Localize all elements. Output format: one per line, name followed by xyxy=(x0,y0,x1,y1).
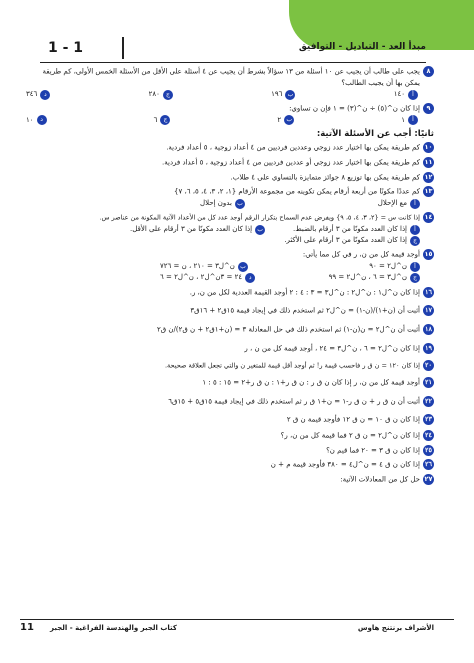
question-number: ١٠ xyxy=(424,143,433,152)
option-value: ٦ xyxy=(153,115,158,124)
question-8-cont xyxy=(20,78,434,89)
publisher-name: الأشراف برنتنج هاوس xyxy=(357,624,434,632)
question-text: إذا كان ١٢٠ = ن ق ر فاحسب قيمة ر! ثم أوجد أقل قيمة للمتغير ن والتي تجعل العلاقة صحيحة. xyxy=(164,361,420,370)
question-number: ٢٠ xyxy=(423,360,434,371)
header-separator xyxy=(122,37,124,59)
option-value: ١٩٦ xyxy=(271,89,283,98)
option-c[interactable] xyxy=(149,89,173,100)
option-d[interactable] xyxy=(26,89,50,100)
question-text: إذا كان ن^ل١ : ن^ل٢ : ن^ل٣ = ٣ : ٤ : ٢ أوجد القيمة العددية لكل من ن، ر. xyxy=(189,288,420,297)
option-letter: ب xyxy=(285,90,295,100)
question-18 xyxy=(20,324,434,336)
part-d xyxy=(160,272,255,283)
part-text: إذا كان العدد مكونًا من ٣ أرقام على الأكثر. xyxy=(284,236,407,245)
question-10 xyxy=(20,142,434,154)
question-number: ٢٦ xyxy=(423,459,434,470)
question-text: إذا كان ن^ل٢ = ٦ ، ن^ل٣ = ٢٤ ، أوجد قيمة كل من ن ، ر xyxy=(244,344,420,353)
question-number: ٢٤ xyxy=(423,430,434,441)
question-14-parts xyxy=(130,224,434,235)
option-value: ١٤٠ xyxy=(393,89,405,98)
question-14-part-c xyxy=(20,235,434,246)
part-text: ٢٤ = ٣ن^ل٢ ، ن^ل٢ = ٦ xyxy=(160,273,243,282)
question-number: ٨ xyxy=(423,66,434,77)
question-text: أوجد قيمة كل من ن، ر إذا كان ن ق ر : ن ق ر+١ : ن ق ر+٢ = ١٥ : ٥ : ١ xyxy=(202,378,420,387)
question-17 xyxy=(20,305,434,317)
part-letter-icon: ج xyxy=(410,273,420,283)
part-a xyxy=(293,224,420,235)
part-b xyxy=(160,261,248,272)
question-13 xyxy=(20,186,434,198)
part-letter-icon: ب xyxy=(238,262,248,272)
question-text: يجب على طالب أن يجيب عن ١٠ أسئلة من ١٣ سؤالاً بشرط أن يجيب عن ٤ أسئلة على الأقل من الأسئلة الخمس الأولى، كم طريقة xyxy=(42,67,420,76)
part-letter-icon: ب xyxy=(235,199,245,209)
question-text: إذا كان ن ق ٤ = ن^ل٤ = ٣٨٠ فأوجد قيمة م + ن xyxy=(270,460,420,469)
question-text: إذا كان ن^ل٢ = ن ق ٢ فما قيمة كل من ن، ر؟ xyxy=(280,431,420,440)
question-number: ١٢ xyxy=(424,172,433,181)
part-text: إذا كان العدد مكونًا من ٣ أرقام بالضبط. xyxy=(293,224,407,233)
question-15 xyxy=(20,249,434,261)
option-letter: ج xyxy=(160,115,170,125)
option-letter: ج xyxy=(163,90,173,100)
part-text: ن^ل٢ = ٩٠ xyxy=(369,262,407,271)
part-letter-icon: أ xyxy=(410,199,420,209)
question-number: ١٨ xyxy=(423,324,434,335)
question-8-options xyxy=(20,89,434,100)
page-header xyxy=(40,34,426,63)
section-2-title: ثانيًا: أجب عن الأسئلة الآتية: xyxy=(316,129,434,140)
question-number: ١٥ xyxy=(424,250,433,259)
section-title: مبدأ العد - التباديل - التوافيق xyxy=(298,42,426,52)
part-letter-icon: أ xyxy=(410,262,420,272)
part-letter-icon: ج xyxy=(410,236,420,246)
question-number: ٢٥ xyxy=(423,445,434,456)
part-a xyxy=(369,261,420,272)
question-21 xyxy=(20,377,434,389)
question-13-parts xyxy=(200,198,434,209)
question-text: حل كل من المعادلات الآتية: xyxy=(340,475,420,484)
part-b xyxy=(130,224,265,235)
question-text: أثبت أن ن ق ر + ن ق ر-١ = ن+١ ق ر ثم استخدم ذلك في إيجاد قيمة ١٥ق٥ + ١٥ق٦ xyxy=(168,397,420,406)
question-12 xyxy=(20,172,434,184)
question-19 xyxy=(20,343,434,355)
option-value: ٢ xyxy=(277,115,282,124)
question-number: ١١ xyxy=(424,157,433,166)
question-15-parts-2 xyxy=(160,272,434,283)
option-b[interactable] xyxy=(277,115,294,126)
question-number: ٢١ xyxy=(423,377,434,388)
question-text: كم طريقة يمكن بها توزيع ٨ جوائز متمايزة بالتساوي على ٤ طلاب. xyxy=(230,173,420,182)
option-value: ١ xyxy=(401,115,405,124)
question-text: أثبت أن (ن+١)/(ن-١) = ن^ل٢ ثم استخدم ذلك في إيجاد قيمة ١٥ق٢ + ١٦ق٣ xyxy=(190,306,420,315)
question-20 xyxy=(20,360,434,372)
part-a xyxy=(378,198,420,209)
question-27 xyxy=(20,474,434,486)
option-value: ٢٨٠ xyxy=(148,89,160,98)
question-number: ١٤ xyxy=(424,213,433,222)
lesson-number: 1 - 1 xyxy=(48,40,84,56)
question-23 xyxy=(20,414,434,426)
question-26 xyxy=(20,459,434,471)
question-16 xyxy=(20,287,434,299)
question-text: إذا كان ن^(٥) ÷ ن^(٣) = ١ فإن ن تساوي: xyxy=(289,104,420,113)
question-9 xyxy=(20,103,434,115)
part-letter-icon: د xyxy=(245,273,255,283)
part-c xyxy=(329,272,420,283)
part-letter-icon: ب xyxy=(255,225,265,235)
question-text: كم طريقة يمكن بها اختيار عدد زوجي أو عددين فرديين من ٤ أعداد زوجية ، ٥ أعداد فردية. xyxy=(162,158,420,167)
exercise-list xyxy=(20,66,434,486)
option-b[interactable] xyxy=(271,89,295,100)
option-a[interactable] xyxy=(401,115,418,126)
option-letter: د xyxy=(40,90,50,100)
question-text: أوجد قيمة كل من ن، ر في كل مما يأتي: xyxy=(302,250,420,259)
question-number: ٢٢ xyxy=(423,396,434,407)
question-11 xyxy=(20,157,434,169)
part-text: ن^ل٣ = ٢١٠ ، ن = ٧٢٦ xyxy=(160,262,235,271)
part-text: ن^ل٣ = ٦ ، ن^ل٢ = ٩٩ xyxy=(328,273,407,282)
option-letter: أ xyxy=(408,115,418,125)
option-c[interactable] xyxy=(154,115,171,126)
part-text: بدون إحلال xyxy=(200,199,232,208)
book-title: كتاب الجبر والهندسة الفراغية - الجبر xyxy=(50,624,177,632)
question-text: إذا كان ن ق ٣ = ٢٠ فما قيم ن؟ xyxy=(326,446,420,455)
part-b xyxy=(200,198,245,209)
question-8 xyxy=(20,66,434,78)
question-number: ١٦ xyxy=(423,287,434,298)
part-text: مع الإحلال xyxy=(377,199,407,208)
option-a[interactable] xyxy=(394,89,418,100)
part-c xyxy=(20,235,420,246)
option-d[interactable] xyxy=(26,115,47,126)
option-value: ٣٤٦ xyxy=(26,89,38,98)
question-14 xyxy=(20,212,434,224)
question-number: ١٩ xyxy=(423,343,434,354)
question-text: إذا كان ن ق ١٠ = ن ق ١٢ فأوجد قيمة ن ق ٢ xyxy=(286,415,420,424)
option-value: ١٠ xyxy=(26,115,34,124)
question-text: إذا كانت س = {٢، ٣، ٤، ٥، ٩} ويفرض عدم السماح بتكرار الرقم أوجد عدد كل من الأعداد الآتية المكونة من عناصر س. xyxy=(99,213,420,222)
option-letter: د xyxy=(37,115,47,125)
part-text: إذا كان العدد مكونًا من ٣ أرقام على الأقل. xyxy=(130,224,253,233)
question-text: كم عددًا مكونًا من أربعة أرقام يمكن تكوينه من مجموعة الأرقام {١، ٢، ٣، ٤، ٥، ٦، ٧} xyxy=(173,187,420,196)
question-25 xyxy=(20,445,434,457)
question-number: ١٧ xyxy=(423,305,434,316)
question-text-cont: يمكن بها أن يجيب الطالب؟ xyxy=(341,78,420,87)
question-9-options xyxy=(20,115,434,126)
question-text: أثبت أن ن^ل٢ = ن(ن-١) ثم استخدم ذلك في حل المعادلة ٣ = (ن+١ق٢ + ن ق٢)/ن ق٢ xyxy=(156,325,420,334)
question-number: ٩ xyxy=(423,103,434,114)
part-letter-icon: أ xyxy=(410,225,420,235)
option-letter: أ xyxy=(408,90,418,100)
question-number: ٢٣ xyxy=(423,414,434,425)
option-letter: ب xyxy=(284,115,294,125)
question-15-parts-1 xyxy=(160,261,434,272)
question-number: ٢٧ xyxy=(424,475,433,484)
footer-divider xyxy=(20,619,454,620)
page-number: 11 xyxy=(20,622,34,633)
question-24 xyxy=(20,430,434,442)
question-number: ١٣ xyxy=(424,187,433,196)
question-22 xyxy=(20,396,434,408)
question-text: كم طريقة يمكن بها اختيار عدد زوجي وعددين فرديين من ٤ أعداد زوجية ، ٥ أعداد فردية. xyxy=(166,143,420,152)
